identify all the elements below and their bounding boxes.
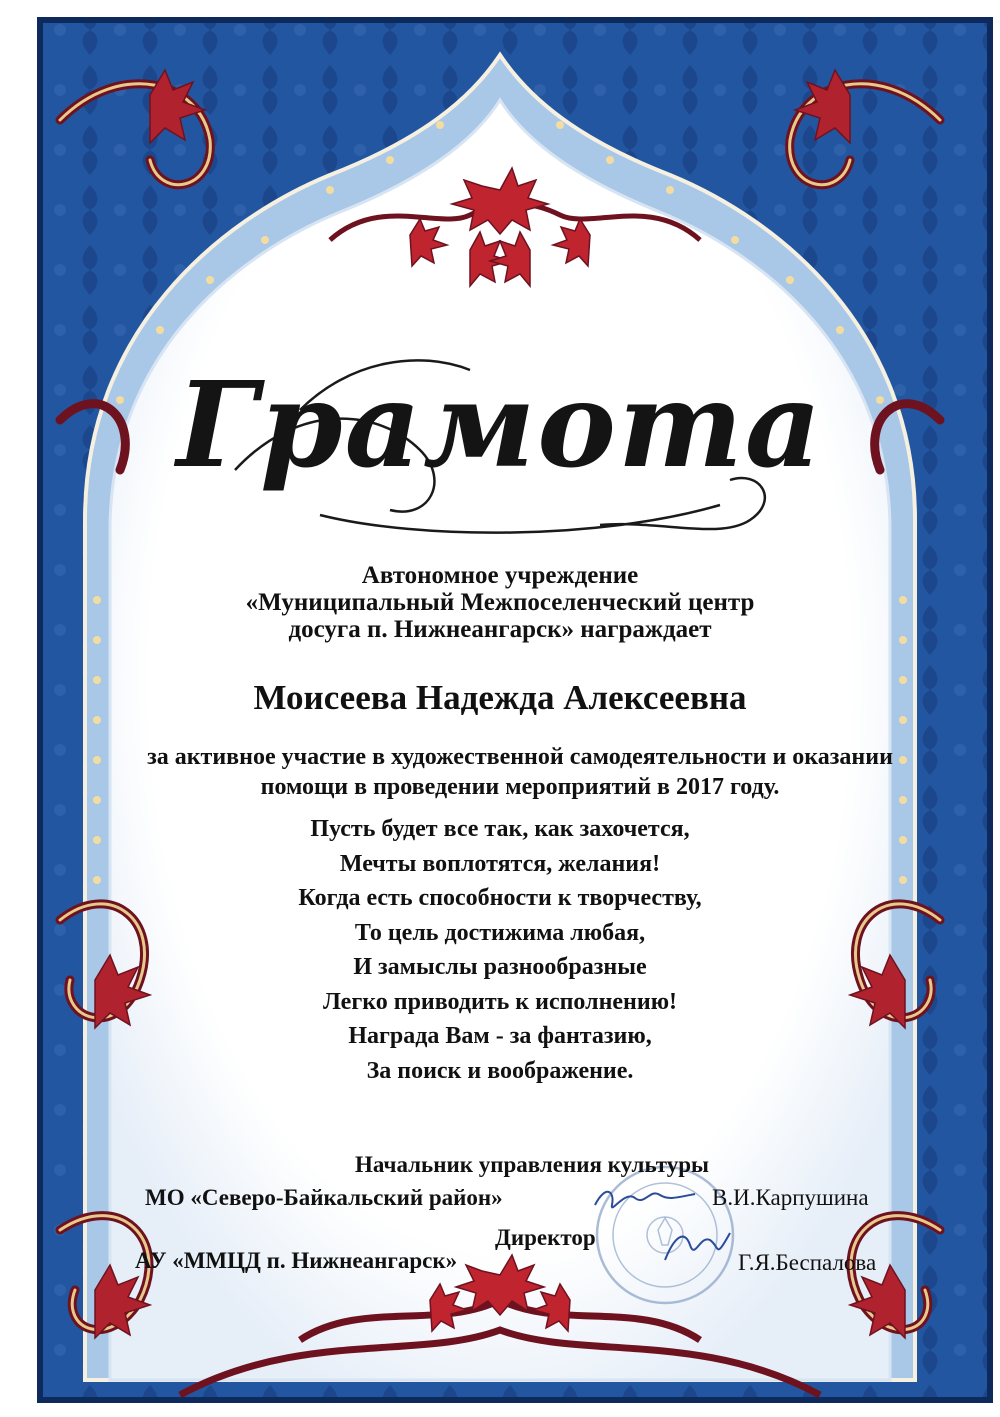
signature-2-name: Г.Я.Беспалова <box>738 1250 877 1275</box>
poem <box>0 812 1000 1088</box>
poem-line: То цель достижима любая, <box>354 919 646 946</box>
signature-2-position-line-1: Директор <box>495 1225 596 1250</box>
poem-line: Пусть будет все так, как захочется, <box>310 816 690 842</box>
signature-1-name: В.И.Карпушина <box>712 1185 869 1210</box>
poem-line: Легко приводить к исполнению! <box>322 988 678 1015</box>
organization-line-1: Автономное учреждение <box>361 562 639 589</box>
poem-line: Мечты воплотятся, желания! <box>339 850 661 877</box>
organization-block <box>0 562 1000 643</box>
organization-line-3: досуга п. Нижнеангарск» награждает <box>288 616 712 643</box>
recipient-name: Моисеева Надежда Алексеевна <box>253 678 747 717</box>
signature-1-position-line-1: Начальник управления культуры <box>355 1152 709 1177</box>
poem-line: Награда Вам - за фантазию, <box>348 1023 652 1049</box>
signature-1-position-line-2: МО «Северо-Байкальский район» <box>145 1185 503 1210</box>
poem-line: И замыслы разнообразные <box>353 954 647 980</box>
certificate-title: Грамота <box>176 355 824 494</box>
award-reason <box>40 742 1000 802</box>
poem-line: За поиск и воображение. <box>366 1057 634 1084</box>
award-reason-line-1: за активное участие в художественной самодеятельности и оказании <box>147 744 893 770</box>
poem-line: Когда есть способности к творчеству, <box>298 885 702 911</box>
organization-line-2: «Муниципальный Межпоселенческий центр <box>245 589 755 616</box>
handwritten-signature-2 <box>660 1225 740 1270</box>
handwritten-signature-1 <box>590 1180 700 1220</box>
award-reason-line-2: помощи в проведении мероприятий в 2017 году. <box>260 774 780 800</box>
signature-2-position-line-2: АУ «ММЦД п. Нижнеангарск» <box>135 1248 458 1273</box>
